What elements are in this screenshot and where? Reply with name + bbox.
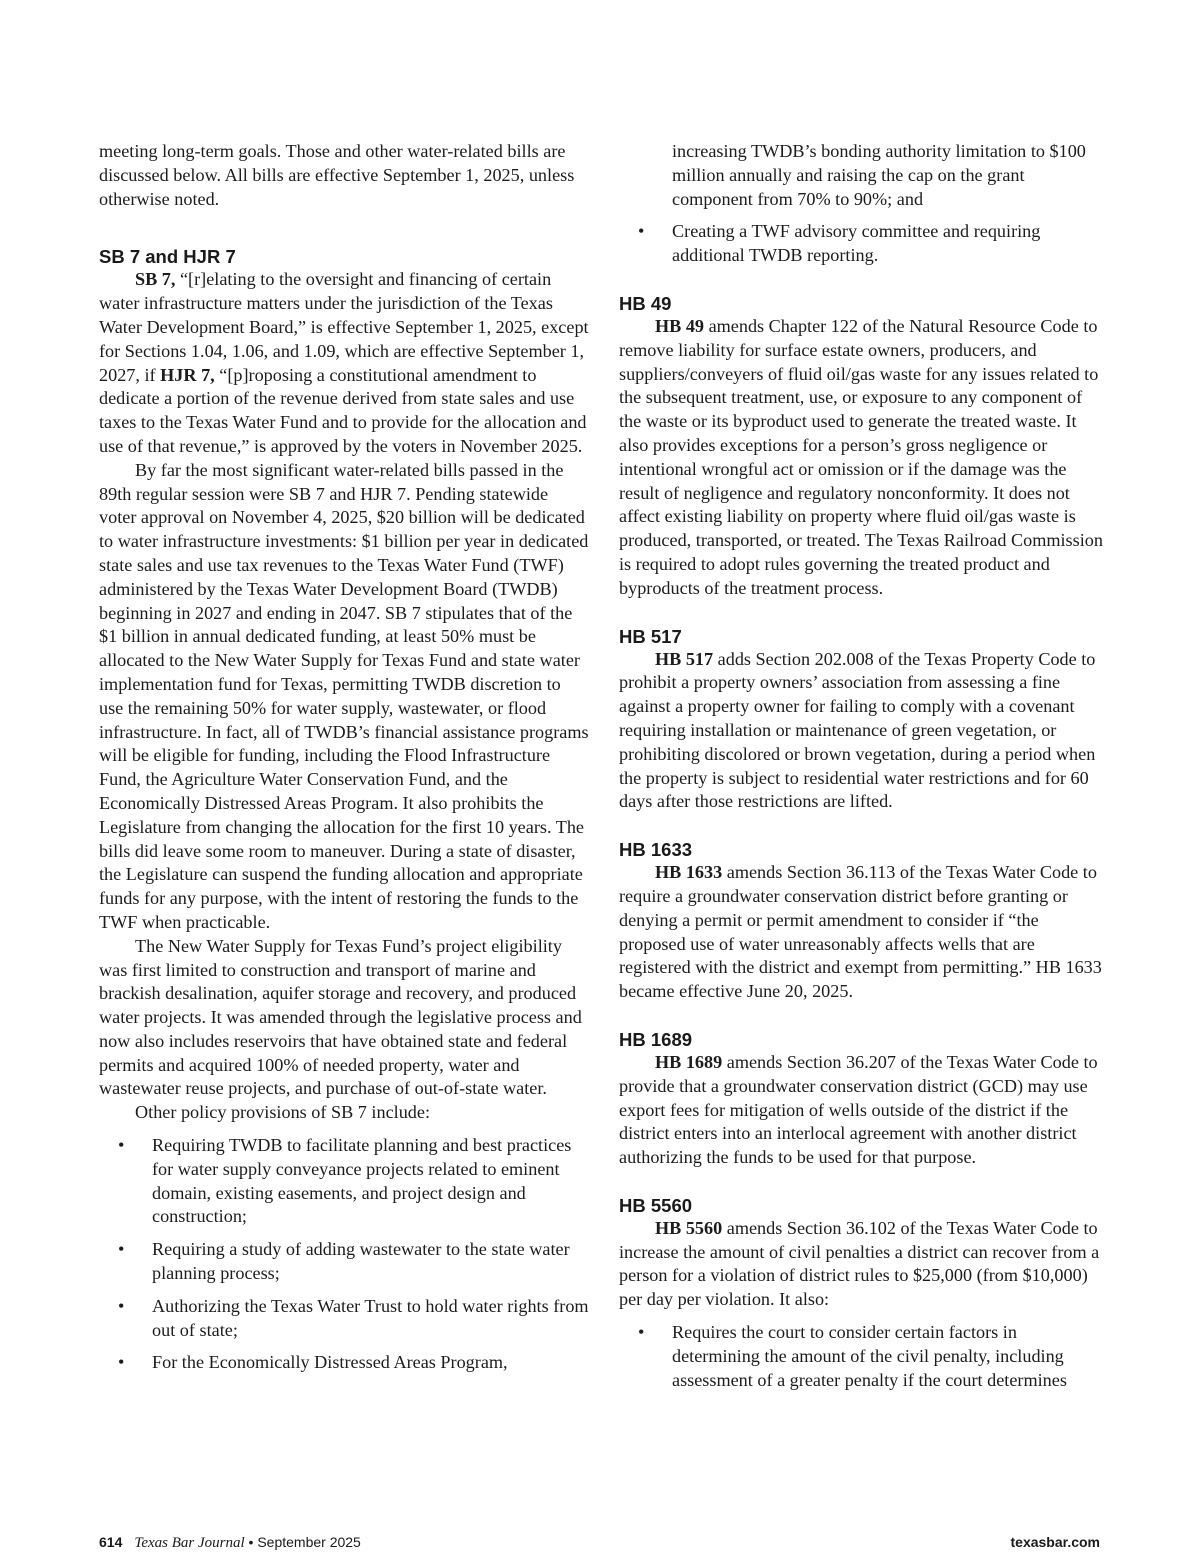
bullet-icon: • (118, 1135, 125, 1156)
hb1633-paragraph: HB 1633 amends Section 36.113 of the Texas Water Code to require a groundwater conservation district before granting or denying a permit or permit amendment to consider if “the proposed use of water unreasonably affects wells that are registered with the district and exempt from permitting.” HB 1633 became effective June 20, 2025. (619, 862, 1102, 1002)
heading-hb1633: HB 1633 (619, 839, 693, 861)
heading-hb1689: HB 1689 (619, 1028, 693, 1050)
hb1689-paragraph: HB 1689 amends Section 36.207 of the Texas Water Code to provide that a groundwater conservation district (GCD) may use export fees for mitigation of wells outside of the district if the district enters into an interlocal agreement with another district authorizing the funds to be used for that purpose. (619, 1051, 1098, 1168)
heading-hb517: HB 517 (619, 625, 682, 647)
list-item: • For the Economically Distressed Areas Program, (99, 1351, 589, 1375)
list-item: • Requiring a study of adding wastewater to the state water planning process; (118, 1239, 570, 1284)
bullet-icon: • (118, 1295, 125, 1316)
bullet-icon: • (638, 1322, 645, 1343)
right-column (619, 140, 1104, 1392)
journal-title: Texas Bar Journal (134, 1535, 245, 1551)
list-item: • Requiring TWDB to facilitate planning and best practices for water supply conveyance projects related to eminent domain, existing easements, and project design and construction; (118, 1135, 572, 1227)
bill-hb49: HB 49 (655, 315, 705, 336)
hb5560-paragraph: HB 5560 amends Section 36.102 of the Texas Water Code to increase the amount of civil penalties a district can recover from a person for a violation of district rules to $25,000 (from $10,000) per day per violation. It also: (619, 1217, 1100, 1310)
list-item: • Requires the court to consider certain factors in determining the amount of the civil penalty, including assessment of a greater penalty if the court determines (638, 1322, 1067, 1390)
sb7-paragraph-3: The New Water Supply for Texas Fund’s project eligibility was first limited to construction and transport of marine and brackish desalination, aquifer storage and recovery, and produced water projects. It was amended through the legislative process and now also includes reservoirs that have obtained state and federal permits and acquired 100% of needed property, water and wastewater reuse projects, and purchase of out-of-state water. (99, 935, 582, 1099)
footer-separator: • (248, 1534, 254, 1550)
bill-hb517: HB 517 (655, 648, 714, 669)
left-column (99, 140, 589, 1375)
bill-hjr7: HJR 7, (160, 364, 215, 385)
bullet-icon: • (118, 1352, 125, 1373)
hb517-paragraph: HB 517 adds Section 202.008 of the Texas Property Code to prohibit a property owners’ association from assessing a fine against a property owner for failing to comply with a covenant requiring installation or maintenance of green vegetation, or prohibiting discolored or brown vegetation, during a period when the property is subject to residential water restrictions and for 60 days after those restrictions are lifted. (619, 648, 1096, 812)
sb7-paragraph-4: Other policy provisions of SB 7 include: (135, 1102, 431, 1123)
bill-hb1633: HB 1633 (655, 862, 723, 883)
list-item: • Authorizing the Texas Water Trust to hold water rights from out of state; (118, 1295, 589, 1340)
bullet-continuation: increasing TWDB’s bonding authority limitation to $100 million annually and raising the cap on the grant component from 70% to 90%; and (672, 141, 1086, 209)
footer-left (99, 1533, 361, 1552)
hb5560-list (619, 1321, 1104, 1392)
bill-hb5560: HB 5560 (655, 1217, 723, 1238)
heading-hb5560: HB 5560 (619, 1194, 693, 1216)
sb7-paragraph-1: SB 7, “[r]elating to the oversight and financing of certain water infrastructure matters under the jurisdiction of the Texas Water Development Board,” is effective September 1, 2025, except for Sections 1.04, 1.06, and 1.09, which are effective September 1, 2027, if HJR 7, “[p]roposing a constitutional amendment to dedicate a portion of the revenue derived from state sales and use taxes to the Texas Water Fund and to provide for the allocation and use of that revenue,” is approved by the voters in November 2025. (99, 269, 589, 456)
heading-hb49: HB 49 (619, 292, 672, 314)
heading-sb7-hjr7: SB 7 and HJR 7 (99, 246, 236, 268)
intro-paragraph: meeting long-term goals. Those and other water-related bills are discussed below. All bills are effective September 1, 2025, unless otherwise noted. (99, 141, 575, 209)
bullet-icon: • (638, 221, 645, 242)
issue-date: September 2025 (257, 1534, 361, 1550)
site-link[interactable]: texasbar.com (1010, 1534, 1100, 1550)
bill-hb1689: HB 1689 (655, 1051, 723, 1072)
sb7-provisions-list (99, 1134, 589, 1375)
page-number: 614 (99, 1534, 123, 1550)
hb49-paragraph: HB 49 amends Chapter 122 of the Natural Resource Code to remove liability for surface estate owners, producers, and suppliers/conveyers of fluid oil/gas waste for any issues related to the subsequent treatment, use, or exposure to any component of the waste or its byproduct used to generate the treated waste. It also provides exceptions for a person’s gross negligence or intentional wrongful act or omission or if the damage was the result of negligence and regulatory nonconformity. It does not affect existing liability on property where fluid oil/gas waste is produced, transported, or treated. The Texas Railroad Commission is required to adopt rules governing the treated product and byproducts of the treatment process. (619, 315, 1103, 598)
list-item: • Creating a TWF advisory committee and requiring additional TWDB reporting. (638, 221, 1041, 266)
sb7-provisions-list-continued (619, 220, 1104, 268)
sb7-paragraph-2: By far the most significant water-related bills passed in the 89th regular session were SB 7 and HJR 7. Pending statewide voter approval on November 4, 2025, $20 billion will be dedicated to water infrastructure investments: $1 billion per year in dedicated state sales and use tax revenues to the Texas Water Fund (TWF) administered by the Texas Water Development Board (TWDB) beginning in 2027 and ending in 2047. SB 7 stipulates that of the $1 billion in annual dedicated funding, at least 50% must be allocated to the New Water Supply for Texas Fund and state water implementation fund for Texas, permitting TWDB discretion to use the remaining 50% for water supply, wastewater, or flood infrastructure. In fact, all of TWDB’s financial assistance programs will be eligible for funding, including the Flood Infrastructure Fund, the Agriculture Water Conservation Fund, and the Economically Distressed Areas Program. It also prohibits the Legislature from changing the allocation for the first 10 years. The bills did leave some room to maneuver. During a state of disaster, the Legislature can suspend the funding allocation and appropriate funds for any purpose, with the intent of restoring the funds to the TWF when practicable. (99, 459, 589, 932)
bill-sb7: SB 7, (135, 269, 176, 290)
bullet-icon: • (118, 1239, 125, 1260)
